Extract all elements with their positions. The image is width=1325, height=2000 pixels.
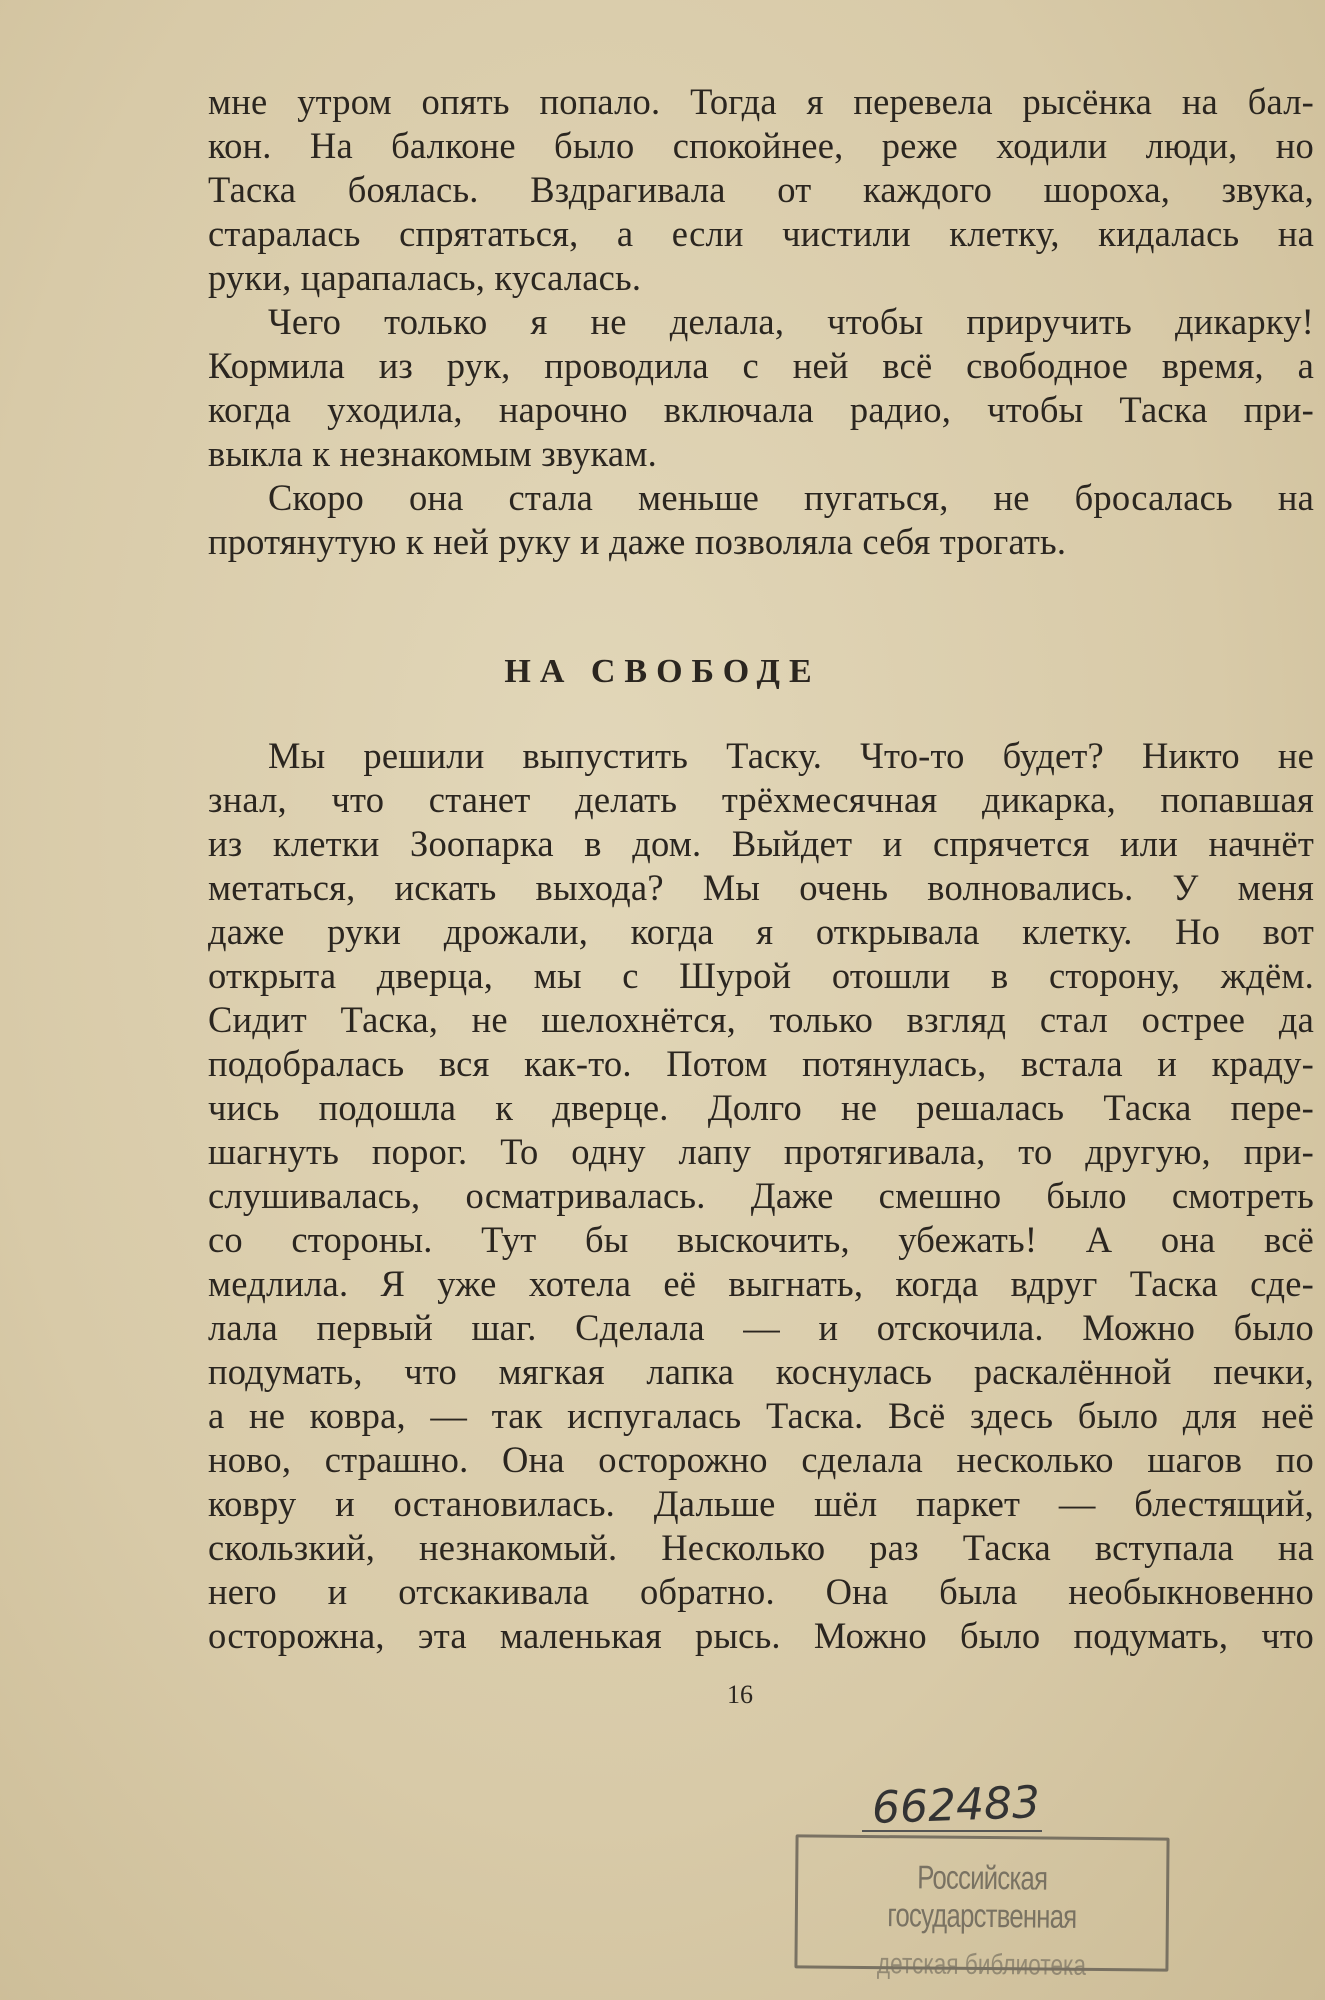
text-block-main [208,734,1314,1658]
text-line: Сидит Таска, не шелохнётся, только взгляд стал острее да [208,999,1314,1040]
text-line: шагнуть порог. То одну лапу протягивала, то другую, при- [208,1131,1314,1172]
text-line: скользкий, незнакомый. Несколько раз Таска вступала на [208,1527,1314,1568]
text-line: кон. На балконе было спокойнее, реже ходили люди, но [208,125,1314,166]
text-line: медлила. Я уже хотела её выгнать, когда вдруг Таска сде- [208,1263,1314,1304]
text-block-top [208,80,1314,564]
text-line: ковру и остановилась. Дальше шёл паркет — блестящий, [208,1483,1314,1524]
library-stamp [794,1834,1169,1982]
paragraph [208,80,1314,300]
text-line: подобралась вся как-то. Потом потянулась, встала и краду- [208,1043,1314,1084]
text-line: лала первый шаг. Сделала — и отскочила. Можно было [208,1307,1314,1348]
paragraph [208,734,1314,1658]
text-line: метаться, искать выхода? Мы очень волновались. У меня [208,867,1314,908]
text-line: Таска боялась. Вздрагивала от каждого шороха, звука, [208,169,1314,210]
text-line: со стороны. Тут бы выскочить, убежать! А она всё [208,1219,1314,1260]
paragraph [208,300,1314,476]
text-line: даже руки дрожали, когда я открывала клетку. Но вот [208,911,1314,952]
section-heading: НА СВОБОДЕ [504,653,821,690]
text-line: слушивалась, осматривалась. Даже смешно было смотреть [208,1175,1314,1216]
text-line: осторожна, эта маленькая рысь. Можно было подумать, что [208,1615,1314,1656]
text-line: протянутую к ней руку и даже позволяла себя трогать. [208,521,1067,562]
text-line: из клетки Зоопарка в дом. Выйдет и спрячется или начнёт [208,823,1314,864]
inventory-number: 662483 [871,1777,1041,1834]
inventory-underline [862,1830,1042,1832]
text-line: старалась спрятаться, а если чистили клетку, кидалась на [208,213,1314,254]
page-number: 16 [727,1680,753,1709]
text-line: Кормила из рук, проводила с ней всё свободное время, а [208,345,1314,386]
text-line: Чего только я не делала, чтобы приручить дикарку! [268,301,1314,342]
text-line: мне утром опять попало. Тогда я перевела рысёнка на бал- [208,81,1314,122]
stamp-line-1: Российская государственная [887,1858,1077,1935]
text-line: руки, царапалась, кусалась. [208,257,642,298]
text-line: открыта дверца, мы с Шурой отошли в сторону, ждём. [208,955,1314,996]
text-line: Мы решили выпустить Таску. Что-то будет? Никто не [268,735,1314,776]
text-line: а не ковра, — так испугалась Таска. Всё здесь было для неё [208,1395,1314,1436]
text-line: чись подошла к дверце. Долго не решалась Таска пере- [208,1087,1314,1128]
text-line: когда уходила, нарочно включала радио, чтобы Таска при- [208,389,1314,430]
text-line: подумать, что мягкая лапка коснулась раскалённой печки, [208,1351,1314,1392]
paragraph [208,476,1314,564]
text-line: него и отскакивала обратно. Она была необыкновенно [208,1571,1314,1612]
text-line: ново, страшно. Она осторожно сделала несколько шагов по [208,1439,1314,1480]
text-line: знал, что станет делать трёхмесячная дикарка, попавшая [208,779,1314,820]
stamp-line-2: детская библиотека [876,1948,1087,1982]
text-line: выкла к незнакомым звукам. [208,433,657,474]
text-line: Скоро она стала меньше пугаться, не бросалась на [268,477,1314,518]
